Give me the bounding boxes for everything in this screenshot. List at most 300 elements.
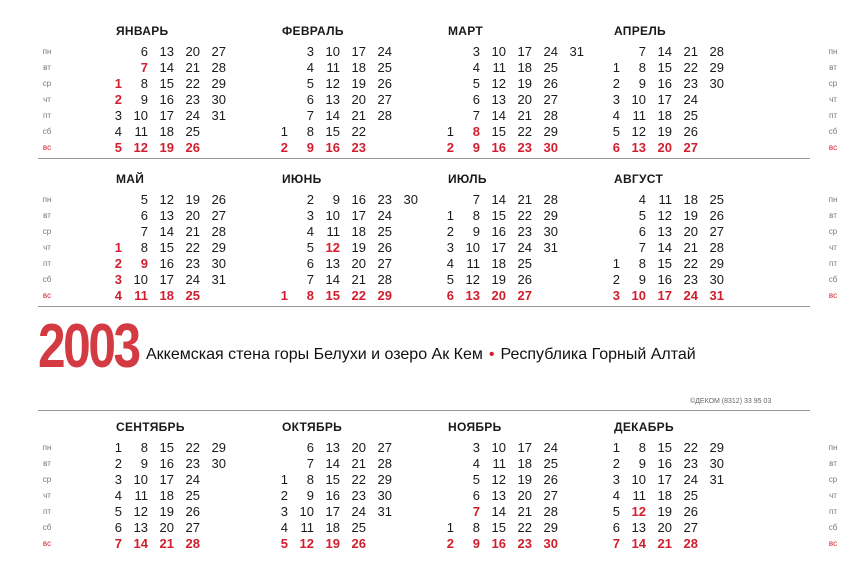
weekday-label: вс (828, 291, 838, 300)
day-cell: 2 (612, 456, 620, 471)
day-cell: 13 (631, 140, 646, 155)
day-cell: 24 (185, 272, 200, 287)
weekday-label: сб (42, 127, 52, 136)
weekday-label: чт (43, 243, 51, 252)
day-cell: 3 (114, 272, 122, 287)
week-row (612, 536, 772, 552)
day-cell: 4 (612, 108, 620, 123)
week-row (446, 44, 606, 60)
day-cell: 25 (185, 488, 200, 503)
day-cell: 29 (211, 76, 226, 91)
day-cell: 4 (446, 256, 454, 271)
day-cell: 16 (657, 456, 672, 471)
day-cell: 16 (159, 256, 174, 271)
week-row (612, 76, 772, 92)
day-cell: 8 (140, 440, 148, 455)
day-cell: 15 (491, 208, 506, 223)
week-row (280, 60, 440, 76)
day-cell: 29 (377, 288, 392, 303)
day-cell: 23 (351, 488, 366, 503)
weekday-label: пн (828, 443, 838, 452)
week-row (114, 536, 274, 552)
day-cell: 2 (446, 536, 454, 551)
week-row (612, 256, 772, 272)
week-row (114, 504, 274, 520)
day-cell: 20 (351, 92, 366, 107)
day-cell: 2 (446, 224, 454, 239)
month-name: ФЕВРАЛЬ (282, 24, 344, 38)
month-name: ДЕКАБРЬ (614, 420, 674, 434)
weekday-label: вт (829, 459, 837, 468)
day-cell: 11 (134, 288, 148, 303)
week-row (280, 140, 440, 156)
day-cell: 14 (133, 536, 148, 551)
day-cell: 3 (114, 108, 122, 123)
day-cell: 5 (306, 76, 314, 91)
day-cell: 22 (517, 124, 532, 139)
month-name: ОКТЯБРЬ (282, 420, 343, 434)
day-cell: 23 (517, 224, 532, 239)
day-cell: 4 (472, 60, 480, 75)
week-row (612, 44, 772, 60)
day-cell: 25 (185, 124, 200, 139)
day-cell: 23 (683, 272, 698, 287)
week-row (446, 472, 606, 488)
day-cell: 2 (280, 488, 288, 503)
day-cell: 17 (657, 472, 672, 487)
day-cell: 26 (683, 124, 698, 139)
week-row (446, 440, 606, 456)
day-cell: 3 (280, 504, 288, 519)
day-cell: 10 (631, 472, 646, 487)
day-cell: 30 (211, 256, 226, 271)
day-cell: 8 (472, 124, 480, 139)
day-cell: 18 (351, 224, 366, 239)
day-cell: 5 (472, 472, 480, 487)
day-cell: 19 (657, 124, 672, 139)
week-row (280, 76, 440, 92)
day-cell: 13 (491, 488, 506, 503)
day-cell: 4 (638, 192, 646, 207)
day-cell: 22 (683, 440, 698, 455)
day-cell: 22 (185, 76, 200, 91)
day-cell: 25 (351, 520, 366, 535)
day-cell: 24 (517, 240, 532, 255)
weekday-label: чт (829, 243, 837, 252)
month-name: АВГУСТ (614, 172, 664, 186)
day-cell: 28 (377, 272, 392, 287)
weekday-label: сб (42, 275, 52, 284)
day-cell: 24 (185, 108, 200, 123)
day-cell: 13 (491, 92, 506, 107)
day-cell: 12 (657, 208, 672, 223)
weekday-label: чт (43, 491, 51, 500)
day-cell: 30 (211, 92, 226, 107)
day-cell: 13 (159, 44, 174, 59)
day-cell: 30 (211, 456, 226, 471)
day-cell: 18 (683, 192, 698, 207)
day-cell: 1 (114, 76, 122, 91)
day-cell: 11 (632, 108, 646, 123)
week-row (612, 488, 772, 504)
day-cell: 15 (325, 472, 340, 487)
day-cell: 7 (638, 44, 646, 59)
day-cell: 19 (517, 76, 532, 91)
week-row (280, 520, 440, 536)
day-cell: 21 (185, 224, 200, 239)
day-cell: 1 (612, 256, 620, 271)
day-cell: 31 (709, 472, 724, 487)
day-cell: 23 (683, 456, 698, 471)
month-name: МАРТ (448, 24, 484, 38)
day-cell: 9 (472, 224, 480, 239)
day-cell: 12 (325, 240, 340, 255)
day-cell: 28 (185, 536, 200, 551)
week-row (612, 60, 772, 76)
day-cell: 27 (211, 44, 226, 59)
day-cell: 7 (472, 192, 480, 207)
weekday-label: ср (828, 79, 838, 88)
weekday-label: пт (829, 111, 837, 120)
day-cell: 18 (159, 488, 174, 503)
day-cell: 18 (159, 288, 174, 303)
day-cell: 25 (517, 256, 532, 271)
day-cell: 9 (306, 140, 314, 155)
day-cell: 19 (351, 76, 366, 91)
day-cell: 20 (491, 288, 506, 303)
weekday-label: вт (829, 63, 837, 72)
day-cell: 6 (306, 92, 314, 107)
day-cell: 29 (211, 440, 226, 455)
day-cell: 2 (612, 76, 620, 91)
day-cell: 3 (472, 44, 480, 59)
day-cell: 9 (306, 488, 314, 503)
day-cell: 16 (351, 192, 366, 207)
day-cell: 15 (657, 440, 672, 455)
week-row (114, 224, 274, 240)
week-row (612, 288, 772, 304)
week-row (114, 140, 274, 156)
day-cell: 3 (306, 44, 314, 59)
week-row (114, 208, 274, 224)
day-cell: 4 (114, 288, 122, 303)
weekday-label: чт (829, 95, 837, 104)
day-cell: 8 (306, 288, 314, 303)
week-row (446, 108, 606, 124)
day-cell: 20 (185, 208, 200, 223)
day-cell: 2 (306, 192, 314, 207)
day-cell: 3 (306, 208, 314, 223)
day-cell: 8 (638, 440, 646, 455)
day-cell: 10 (299, 504, 314, 519)
day-cell: 28 (211, 224, 226, 239)
day-cell: 11 (492, 456, 506, 471)
day-cell: 28 (377, 456, 392, 471)
day-cell: 19 (657, 504, 672, 519)
day-cell: 26 (543, 76, 558, 91)
day-cell: 9 (472, 536, 480, 551)
week-row (114, 44, 274, 60)
day-cell: 21 (683, 44, 698, 59)
publisher-credit: ©ДЕКОМ (8312) 33 95 03 (690, 398, 772, 405)
day-cell: 15 (159, 76, 174, 91)
day-cell: 15 (159, 240, 174, 255)
day-cell: 21 (351, 272, 366, 287)
week-row (446, 488, 606, 504)
day-cell: 5 (612, 124, 620, 139)
day-cell: 1 (612, 60, 620, 75)
day-cell: 30 (543, 224, 558, 239)
day-cell: 28 (709, 44, 724, 59)
day-cell: 31 (211, 108, 226, 123)
day-cell: 20 (185, 44, 200, 59)
day-cell: 10 (631, 92, 646, 107)
week-row (446, 272, 606, 288)
day-cell: 29 (543, 520, 558, 535)
caption-right: Республика Горный Алтай (500, 346, 696, 363)
month-name: ИЮЛЬ (448, 172, 487, 186)
week-row (612, 192, 772, 208)
day-cell: 11 (326, 224, 340, 239)
day-cell: 27 (185, 520, 200, 535)
day-cell: 16 (159, 456, 174, 471)
day-cell: 14 (657, 44, 672, 59)
day-cell: 6 (612, 520, 620, 535)
day-cell: 3 (612, 288, 620, 303)
day-cell: 26 (211, 192, 226, 207)
day-cell: 7 (472, 504, 480, 519)
week-row (446, 140, 606, 156)
day-cell: 16 (325, 488, 340, 503)
day-cell: 2 (114, 92, 122, 107)
day-cell: 10 (133, 108, 148, 123)
weekday-label: вт (43, 459, 51, 468)
day-cell: 30 (709, 272, 724, 287)
day-cell: 4 (114, 124, 122, 139)
day-cell: 17 (325, 504, 340, 519)
day-cell: 29 (709, 440, 724, 455)
day-cell: 30 (709, 456, 724, 471)
day-cell: 3 (114, 472, 122, 487)
weekday-label: вт (829, 211, 837, 220)
day-cell: 18 (491, 256, 506, 271)
day-cell: 13 (133, 520, 148, 535)
week-row (280, 272, 440, 288)
day-cell: 12 (159, 192, 174, 207)
day-cell: 18 (351, 60, 366, 75)
day-cell: 15 (657, 256, 672, 271)
day-cell: 21 (159, 536, 174, 551)
weekday-label: чт (43, 95, 51, 104)
week-row (280, 192, 440, 208)
day-cell: 27 (543, 488, 558, 503)
week-row (114, 288, 274, 304)
weekday-label: ср (42, 79, 52, 88)
day-cell: 14 (325, 272, 340, 287)
day-cell: 18 (657, 108, 672, 123)
day-cell: 6 (446, 288, 454, 303)
weekday-label: сб (828, 523, 838, 532)
weekday-label: сб (828, 127, 838, 136)
day-cell: 8 (306, 472, 314, 487)
day-cell: 17 (657, 288, 672, 303)
day-cell: 29 (709, 256, 724, 271)
day-cell: 17 (351, 208, 366, 223)
day-cell: 8 (140, 76, 148, 91)
day-cell: 29 (709, 60, 724, 75)
day-cell: 27 (543, 92, 558, 107)
weekday-label: пн (828, 195, 838, 204)
weekday-label: вт (43, 63, 51, 72)
day-cell: 26 (377, 240, 392, 255)
day-cell: 7 (306, 456, 314, 471)
day-cell: 27 (377, 440, 392, 455)
day-cell: 19 (159, 140, 174, 155)
day-cell: 21 (351, 108, 366, 123)
day-cell: 5 (114, 504, 122, 519)
day-cell: 27 (211, 208, 226, 223)
day-cell: 6 (306, 256, 314, 271)
day-cell: 12 (133, 140, 148, 155)
day-cell: 17 (159, 472, 174, 487)
day-cell: 12 (631, 504, 646, 519)
day-cell: 26 (517, 272, 532, 287)
day-cell: 12 (631, 124, 646, 139)
day-cell: 1 (612, 440, 620, 455)
day-cell: 6 (306, 440, 314, 455)
day-cell: 10 (631, 288, 646, 303)
day-cell: 23 (185, 256, 200, 271)
weekday-label: ср (828, 475, 838, 484)
day-cell: 5 (612, 504, 620, 519)
day-cell: 23 (517, 536, 532, 551)
day-cell: 29 (211, 240, 226, 255)
day-cell: 1 (280, 288, 288, 303)
day-cell: 5 (140, 192, 148, 207)
week-row (280, 440, 440, 456)
day-cell: 24 (543, 44, 558, 59)
week-row (280, 224, 440, 240)
weekday-label: сб (42, 523, 52, 532)
day-cell: 23 (683, 76, 698, 91)
day-cell: 25 (377, 60, 392, 75)
weekday-label: ср (42, 475, 52, 484)
day-cell: 20 (351, 440, 366, 455)
week-row (280, 108, 440, 124)
day-cell: 23 (185, 92, 200, 107)
day-cell: 9 (140, 456, 148, 471)
day-cell: 12 (325, 76, 340, 91)
day-cell: 19 (351, 240, 366, 255)
week-row (280, 504, 440, 520)
week-row (612, 208, 772, 224)
weekday-label: пн (42, 47, 52, 56)
day-cell: 8 (638, 256, 646, 271)
day-cell: 27 (683, 140, 698, 155)
day-cell: 15 (325, 124, 340, 139)
day-cell: 22 (185, 240, 200, 255)
week-row (446, 520, 606, 536)
day-cell: 29 (543, 208, 558, 223)
week-row (114, 76, 274, 92)
weekday-label: пт (43, 111, 51, 120)
day-cell: 10 (465, 240, 480, 255)
day-cell: 6 (472, 488, 480, 503)
day-cell: 10 (133, 472, 148, 487)
day-cell: 17 (159, 272, 174, 287)
day-cell: 26 (185, 504, 200, 519)
day-cell: 13 (465, 288, 480, 303)
day-cell: 16 (657, 272, 672, 287)
day-cell: 2 (114, 256, 122, 271)
week-row (114, 456, 274, 472)
day-cell: 4 (306, 60, 314, 75)
day-cell: 7 (612, 536, 620, 551)
day-cell: 4 (472, 456, 480, 471)
day-cell: 1 (280, 472, 288, 487)
day-cell: 13 (657, 224, 672, 239)
day-cell: 16 (657, 76, 672, 91)
day-cell: 11 (134, 488, 148, 503)
day-cell: 19 (185, 192, 200, 207)
weekday-label: пт (43, 259, 51, 268)
day-cell: 27 (517, 288, 532, 303)
week-row (612, 440, 772, 456)
weekday-label: вс (828, 143, 838, 152)
week-row (612, 124, 772, 140)
day-cell: 20 (657, 140, 672, 155)
day-cell: 10 (325, 208, 340, 223)
week-row (280, 92, 440, 108)
day-cell: 31 (569, 44, 584, 59)
day-cell: 28 (543, 192, 558, 207)
day-cell: 12 (133, 504, 148, 519)
week-row (446, 192, 606, 208)
separator-line (38, 410, 810, 411)
day-cell: 12 (299, 536, 314, 551)
day-cell: 20 (517, 92, 532, 107)
day-cell: 21 (657, 536, 672, 551)
week-row (280, 208, 440, 224)
day-cell: 13 (159, 208, 174, 223)
day-cell: 24 (351, 504, 366, 519)
day-cell: 2 (612, 272, 620, 287)
day-cell: 6 (140, 44, 148, 59)
caption-bullet: • (488, 346, 495, 363)
day-cell: 14 (159, 60, 174, 75)
day-cell: 11 (326, 60, 340, 75)
year-title: 2003 (38, 312, 139, 381)
day-cell: 11 (492, 60, 506, 75)
day-cell: 1 (280, 124, 288, 139)
day-cell: 9 (472, 140, 480, 155)
day-cell: 8 (472, 208, 480, 223)
day-cell: 26 (683, 504, 698, 519)
day-cell: 18 (159, 124, 174, 139)
week-row (446, 536, 606, 552)
week-row (114, 108, 274, 124)
day-cell: 7 (306, 272, 314, 287)
week-row (114, 60, 274, 76)
day-cell: 10 (325, 44, 340, 59)
day-cell: 24 (377, 44, 392, 59)
day-cell: 4 (280, 520, 288, 535)
day-cell: 6 (638, 224, 646, 239)
day-cell: 1 (446, 124, 454, 139)
day-cell: 16 (325, 140, 340, 155)
day-cell: 31 (543, 240, 558, 255)
week-row (280, 240, 440, 256)
